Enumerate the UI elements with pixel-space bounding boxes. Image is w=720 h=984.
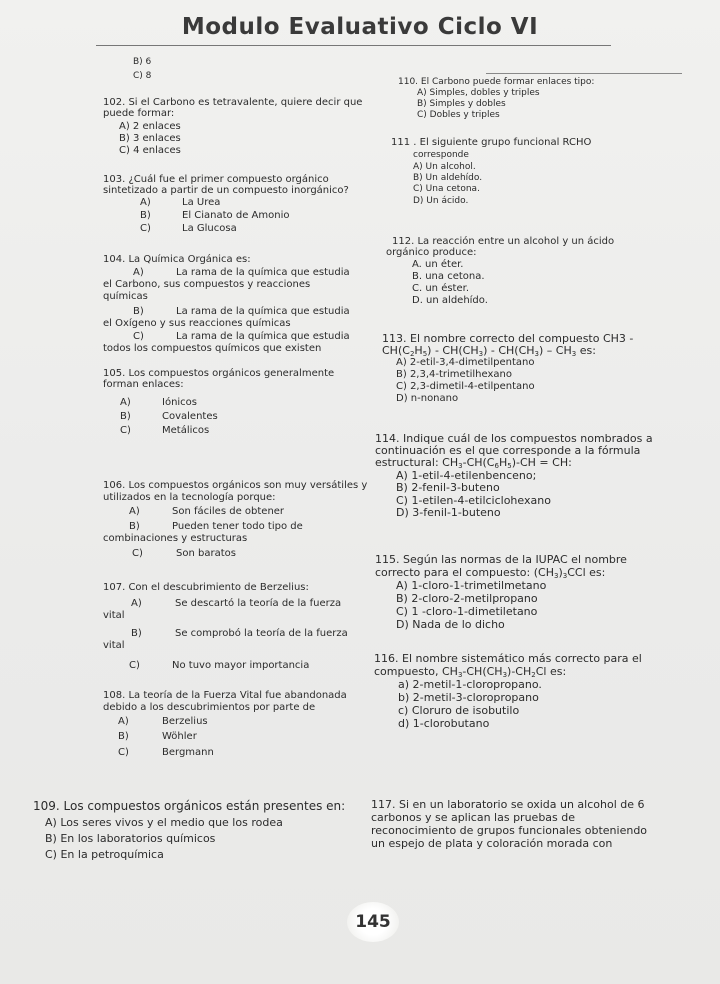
q104-option-a-line3: químicas — [103, 291, 148, 302]
q101-option-b: B) 6 — [133, 57, 152, 67]
q110-option-a: A) Simples, dobles y triples — [417, 88, 540, 98]
q115-stem-line1: 115. Según las normas de la IUPAC el nombre — [375, 553, 627, 566]
q102-option-a: A) 2 enlaces — [119, 121, 181, 132]
q112-option-a: A. un éter. — [412, 259, 464, 270]
q107-option-c-letter: C) — [129, 660, 140, 671]
q108-stem-line2: debido a los descubrimientos por parte de — [103, 702, 316, 713]
q105-stem-line1: 105. Los compuestos orgánicos generalmente — [103, 368, 335, 379]
q116-stem-line1: 116. El nombre sistemático más correcto para el — [374, 652, 642, 665]
q104-option-a-letter: A) — [133, 267, 144, 278]
q110-option-b: B) Simples y dobles — [417, 99, 506, 109]
q107-stem: 107. Con el descubrimiento de Berzelius: — [103, 582, 309, 593]
q105-option-b-letter: B) — [120, 411, 131, 422]
q106-stem-line2: utilizados en la tecnología porque: — [103, 492, 276, 503]
q108-option-c: Bergmann — [162, 747, 214, 758]
q112-option-c: C. un éster. — [412, 283, 470, 294]
q116-option-c: c) Cloruro de isobutilo — [398, 704, 520, 717]
q103-option-a: La Urea — [182, 197, 221, 208]
q106-option-b: Pueden tener todo tipo de — [172, 521, 303, 532]
q117-stem-line3: reconocimiento de grupos funcionales obteniendo — [371, 824, 648, 837]
q109-option-c: C) En la petroquímica — [45, 848, 164, 861]
q113-option-a: A) 2-etil-3,4-dimetilpentano — [396, 357, 535, 368]
q104-option-a: La rama de la química que estudia — [176, 267, 350, 278]
q111-option-c: C) Una cetona. — [413, 184, 480, 194]
q105-option-a-letter: A) — [120, 397, 131, 408]
q105-option-c: Metálicos — [162, 425, 210, 436]
q106-option-b-line2: combinaciones y estructuras — [103, 533, 248, 544]
page-title: Modulo Evaluativo Ciclo VI — [181, 14, 539, 40]
q113-option-d: D) n-nonano — [396, 393, 459, 404]
q105-stem-line2: forman enlaces: — [103, 379, 184, 390]
q107-option-a-letter: A) — [131, 598, 142, 609]
q112-option-d: D. un aldehído. — [412, 295, 488, 306]
q108-option-a-letter: A) — [118, 716, 129, 727]
q111-option-a: A) Un alcohol. — [413, 162, 476, 172]
q107-option-a-line2: vital — [103, 610, 125, 621]
q116-option-b: b) 2-metil-3-cloropropano — [398, 691, 539, 704]
q111-option-d: D) Un ácido. — [413, 196, 469, 206]
q112-option-b: B. una cetona. — [412, 271, 485, 282]
q107-option-b-letter: B) — [131, 628, 142, 639]
q105-option-a: Iónicos — [162, 397, 198, 408]
q111-stem-line2: corresponde — [413, 150, 469, 160]
q111-option-b: B) Un aldehído. — [413, 173, 483, 183]
q104-option-b-line2: el Oxígeno y sus reacciones químicas — [103, 318, 291, 329]
q110-stem: 110. El Carbono puede formar enlaces tipo: — [398, 77, 595, 87]
q104-option-a-line2: el Carbono, sus compuestos y reacciones — [103, 279, 311, 290]
q104-option-c-letter: C) — [133, 331, 144, 342]
q103-option-b: El Cianato de Amonio — [182, 210, 290, 221]
q110-option-c: C) Dobles y triples — [417, 110, 500, 120]
q116-option-a: a) 2-metil-1-cloropropano. — [398, 678, 542, 691]
q106-option-c-letter: C) — [132, 548, 143, 559]
q103-option-b-letter: B) — [140, 210, 151, 221]
q102-stem-line1: 102. Si el Carbono es tetravalente, quiere decir que — [103, 97, 363, 108]
q113-formula: $CH(C_2H_5) - CH(CH_3) - CH(CH_3) - CH_3$ es: — [382, 344, 596, 358]
q115-option-b: B) 2-cloro-2-metilpropano — [396, 592, 538, 605]
q115-formula: correcto para el compuesto: $(CH_3)_3CCl$ es: — [375, 566, 606, 580]
q104-option-c-line2: todos los compuestos químicos que existen — [103, 343, 322, 354]
q103-option-c: La Glucosa — [182, 223, 237, 234]
q114-option-a: A) 1-etil-4-etilenbenceno; — [396, 469, 537, 482]
q106-option-b-letter: B) — [129, 521, 140, 532]
q112-stem-line1: 112. La reacción entre un alcohol y un ácido — [392, 236, 615, 247]
q114-stem-line1: 114. Indique cuál de los compuestos nombrados a — [375, 432, 653, 445]
q112-stem-line2: orgánico produce: — [386, 247, 477, 258]
q101-option-c: C) 8 — [133, 71, 152, 81]
q109-option-b: B) En los laboratorios químicos — [45, 832, 216, 845]
q108-stem-line1: 108. La teoría de la Fuerza Vital fue abandonada — [103, 690, 347, 701]
q113-option-b: B) 2,3,4-trimetilhexano — [396, 369, 512, 380]
q103-stem-line2: sintetizado a partir de un compuesto inorgánico? — [103, 185, 349, 196]
q109-stem: 109. Los compuestos orgánicos están presentes en: — [33, 799, 346, 813]
q105-option-b: Covalentes — [162, 411, 218, 422]
q108-option-c-letter: C) — [118, 747, 129, 758]
q115-option-a: A) 1-cloro-1-trimetilmetano — [396, 579, 547, 592]
q114-stem-line2: continuación es el que corresponde a la fórmula — [375, 444, 641, 457]
q117-stem-line2: carbonos y se aplican las pruebas de — [371, 811, 576, 824]
q116-formula: compuesto, $CH_3-CH(CH_3)-CH_2Cl$ es: — [374, 665, 567, 679]
q107-option-a: Se descartó la teoría de la fuerza — [175, 598, 342, 609]
q104-option-c: La rama de la química que estudia — [176, 331, 350, 342]
q105-option-c-letter: C) — [120, 425, 131, 436]
q114-option-d: D) 3-fenil-1-buteno — [396, 506, 501, 519]
q104-stem: 104. La Química Orgánica es: — [103, 254, 251, 265]
q117-stem-line4: un espejo de plata y coloración morada con — [371, 837, 613, 850]
q108-option-b: Wöhler — [162, 731, 197, 742]
q107-option-b: Se comprobó la teoría de la fuerza — [175, 628, 348, 639]
q114-option-b: B) 2-fenil-3-buteno — [396, 481, 500, 494]
q104-option-b-letter: B) — [133, 306, 144, 317]
title-rule — [96, 45, 611, 46]
q111-stem-line1: 111 . El siguiente grupo funcional RCHO — [391, 137, 592, 148]
q106-option-a: Son fáciles de obtener — [172, 506, 285, 517]
q115-option-d: D) Nada de lo dicho — [396, 618, 505, 631]
q114-option-c: C) 1-etilen-4-etilciclohexano — [396, 494, 551, 507]
q114-formula: estructural: $CH_3-CH(C_6H_5)-CH$ = CH: — [375, 456, 572, 470]
q107-option-b-line2: vital — [103, 640, 125, 651]
page-number: 145 — [347, 902, 399, 942]
q108-option-b-letter: B) — [118, 731, 129, 742]
q102-stem-line2: puede formar: — [103, 108, 175, 119]
q109-option-a: A) Los seres vivos y el medio que los rodea — [45, 816, 283, 829]
q103-option-a-letter: A) — [140, 197, 151, 208]
q116-option-d: d) 1-clorobutano — [398, 717, 490, 730]
right-rule — [486, 73, 682, 74]
q106-option-a-letter: A) — [129, 506, 140, 517]
q106-stem-line1: 106. Los compuestos orgánicos son muy versátiles y — [103, 480, 368, 491]
q102-option-c: C) 4 enlaces — [119, 145, 181, 156]
q102-option-b: B) 3 enlaces — [119, 133, 181, 144]
q115-option-c: C) 1 -cloro-1-dimetiletano — [396, 605, 538, 618]
q113-option-c: C) 2,3-dimetil-4-etilpentano — [396, 381, 535, 392]
q107-option-c: No tuvo mayor importancia — [172, 660, 310, 671]
q103-option-c-letter: C) — [140, 223, 151, 234]
q113-stem-line1: 113. El nombre correcto del compuesto CH3 - — [382, 332, 634, 345]
q108-option-a: Berzelius — [162, 716, 208, 727]
q106-option-c: Son baratos — [176, 548, 236, 559]
q117-stem-line1: 117. Si en un laboratorio se oxida un alcohol de 6 — [371, 798, 645, 811]
q104-option-b: La rama de la química que estudia — [176, 306, 350, 317]
q103-stem-line1: 103. ¿Cuál fue el primer compuesto orgánico — [103, 174, 329, 185]
